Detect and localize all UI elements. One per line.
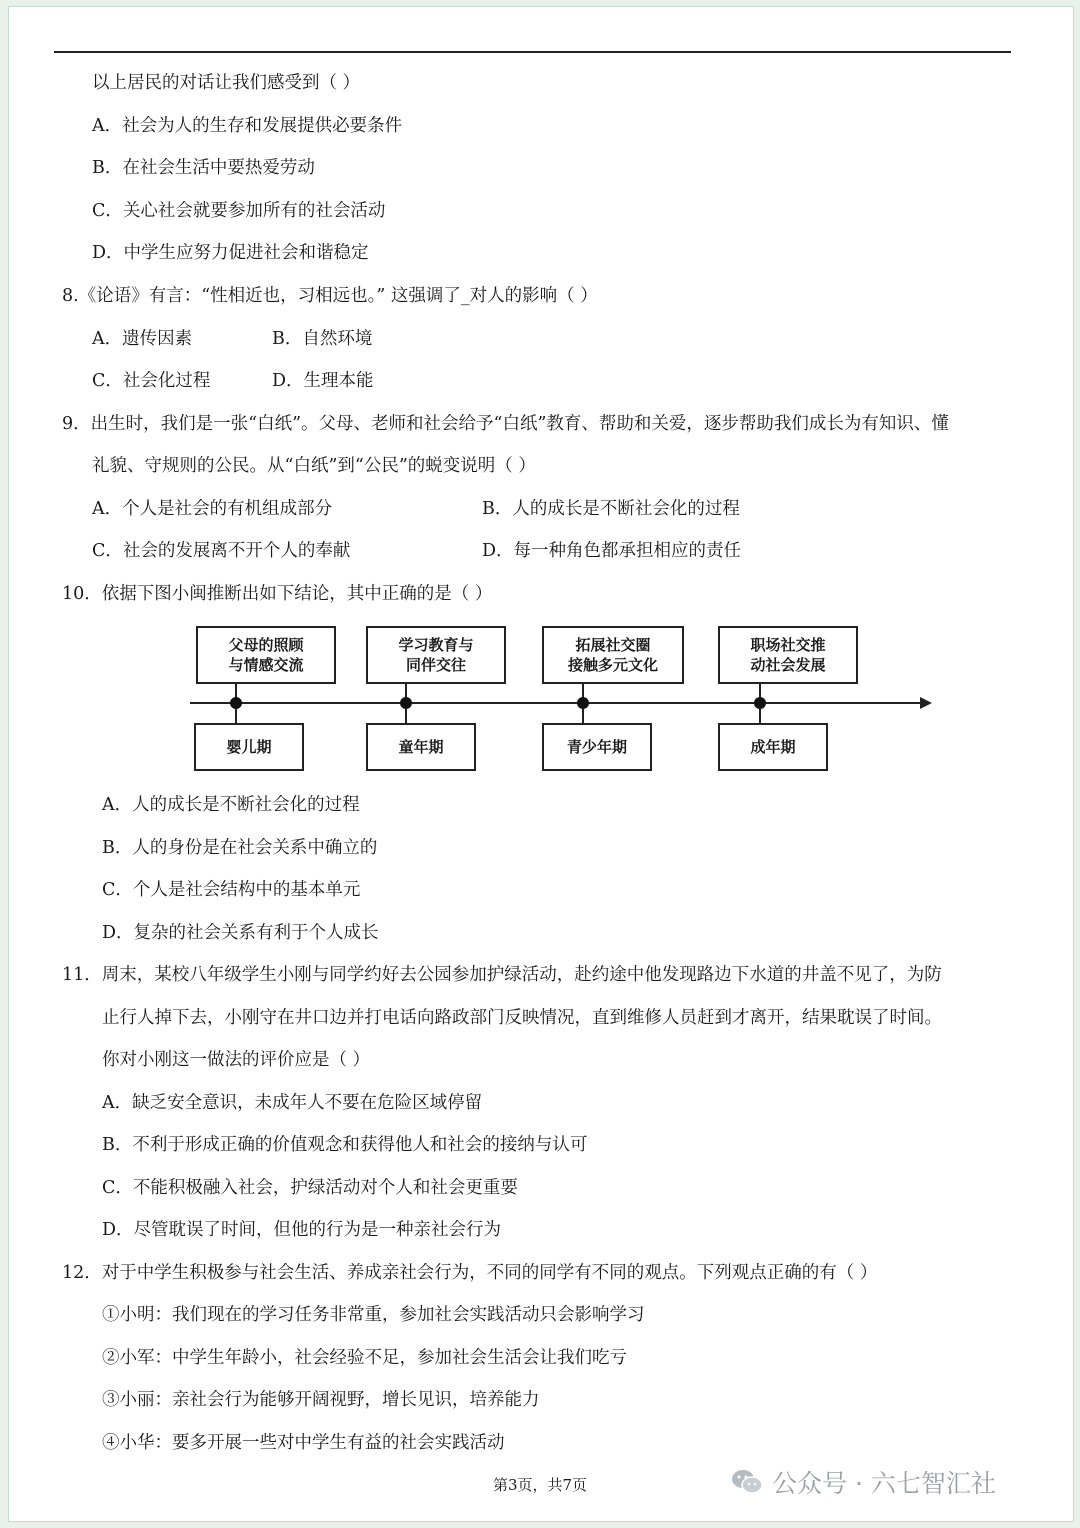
q8-option-a: A．遗传因素: [92, 329, 193, 349]
timeline-top-box-3: [542, 626, 684, 684]
timeline-top-box-4-line1: 职场社交推: [750, 636, 826, 654]
q8-option-b: B．自然环境: [272, 329, 373, 349]
q12-view-3: ③小丽：亲社会行为能够开阔视野，增长见识，培养能力: [102, 1390, 540, 1410]
timeline-axis: [190, 702, 925, 704]
q9-option-b: B．人的成长是不断社会化的过程: [482, 499, 740, 519]
watermark-text: 公众号 · 六七智汇社: [772, 1469, 996, 1498]
timeline-top-box-1: [196, 626, 336, 684]
timeline-top-box-2-line1: 学习教育与: [398, 636, 474, 654]
q12-view-4: ④小华：要多开展一些对中学生有益的社会实践活动: [102, 1433, 505, 1453]
q11-option-b: B．不利于形成正确的价值观念和获得他人和社会的接纳与认可: [102, 1135, 588, 1155]
q7-option-c: C．关心社会就要参加所有的社会活动: [92, 201, 386, 221]
timeline-top-box-2: [366, 626, 506, 684]
q10-option-b: B．人的身份是在社会关系中确立的: [102, 838, 378, 858]
timeline-top-box-1-line2: 与情感交流: [228, 656, 304, 674]
timeline-dot-4: [754, 697, 766, 709]
q12-view-2: ②小军：中学生年龄小，社会经验不足，参加社会生活会让我们吃亏: [102, 1348, 627, 1368]
timeline-top-box-1-line1: 父母的照顾: [228, 636, 304, 654]
q9-option-d: D．每一种角色都承担相应的责任: [482, 541, 742, 561]
q8-option-d: D．生理本能: [272, 371, 374, 391]
q10-option-d: D．复杂的社会关系有利于个人成长: [102, 923, 379, 943]
q9-option-a: A．个人是社会的有机组成部分: [92, 499, 333, 519]
timeline-stage-connector-4: [759, 709, 761, 723]
timeline-arrow-icon: [920, 697, 932, 709]
timeline-top-box-3-line2: 接触多元文化: [567, 656, 658, 674]
q11-option-d: D．尽管耽误了时间，但他的行为是一种亲社会行为: [102, 1220, 502, 1240]
timeline-top-box-2-line2: 同伴交往: [405, 656, 466, 674]
timeline-top-box-4-line2: 动社会发展: [750, 656, 826, 674]
q8-stem: 8.《论语》有言：“性相近也，习相远也。” 这强调了_对人的影响（ ）: [62, 286, 598, 306]
q7-stem: 以上居民的对话让我们感受到（ ）: [92, 73, 361, 93]
socialization-timeline-diagram: [180, 616, 940, 776]
timeline-stage-connector-2: [405, 709, 407, 723]
timeline-stage-connector-1: [235, 709, 237, 723]
q7-option-a: A．社会为人的生存和发展提供必要条件: [92, 116, 403, 136]
q11-stem-line2: 止行人掉下去，小刚守在井口边并打电话向路政部门反映情况，直到维修人员赶到才离开，结果耽误了时间。: [102, 1008, 942, 1028]
timeline-stage-3: 青少年期: [542, 723, 652, 771]
q11-stem-line3: 你对小刚这一做法的评价应是（ ）: [102, 1050, 371, 1070]
timeline-top-box-3-line1: 拓展社交圈: [575, 636, 651, 654]
q10-option-a: A．人的成长是不断社会化的过程: [102, 795, 360, 815]
q11-stem-line1: 11．周末，某校八年级学生小刚与同学约好去公园参加护绿活动，赴约途中他发现路边下水道的井盖不见了，为防: [62, 965, 942, 985]
q9-stem-line1: 9．出生时，我们是一张“白纸”。父母、老师和社会给予“白纸”教育、帮助和关爱，逐步帮助我们成长为有知识、懂: [62, 414, 949, 434]
q8-option-c: C．社会化过程: [92, 371, 211, 391]
q11-option-c: C．不能积极融入社会，护绿活动对个人和社会更重要: [102, 1178, 518, 1198]
wechat-watermark: [730, 1462, 996, 1502]
q12-stem: 12．对于中学生积极参与社会生活、养成亲社会行为，不同的同学有不同的观点。下列观点正确的有（ ）: [62, 1263, 878, 1283]
wechat-icon: [730, 1465, 764, 1499]
q7-option-d: D．中学生应努力促进社会和谐稳定: [92, 243, 369, 263]
q10-stem: 10．依据下图小闽推断出如下结论，其中正确的是（ ）: [62, 584, 493, 604]
q12-view-1: ①小明：我们现在的学习任务非常重，参加社会实践活动只会影响学习: [102, 1305, 645, 1325]
q9-option-c: C．社会的发展离不开个人的奉献: [92, 541, 351, 561]
timeline-stage-connector-3: [582, 709, 584, 723]
header-rule: [54, 51, 1011, 53]
timeline-dot-3: [577, 697, 589, 709]
timeline-dot-2: [400, 697, 412, 709]
q7-option-b: B．在社会生活中要热爱劳动: [92, 158, 315, 178]
q9-stem-line2: 礼貌、守规则的公民。从“白纸”到“公民”的蜕变说明（ ）: [92, 456, 536, 476]
q10-option-c: C．个人是社会结构中的基本单元: [102, 880, 361, 900]
timeline-stage-1: 婴儿期: [194, 723, 304, 771]
timeline-top-box-4: [718, 626, 858, 684]
timeline-stage-2: 童年期: [366, 723, 476, 771]
q11-option-a: A．缺乏安全意识，未成年人不要在危险区域停留: [102, 1093, 483, 1113]
timeline-stage-4: 成年期: [718, 723, 828, 771]
page-number: 第3页，共7页: [492, 1476, 588, 1494]
timeline-dot-1: [230, 697, 242, 709]
